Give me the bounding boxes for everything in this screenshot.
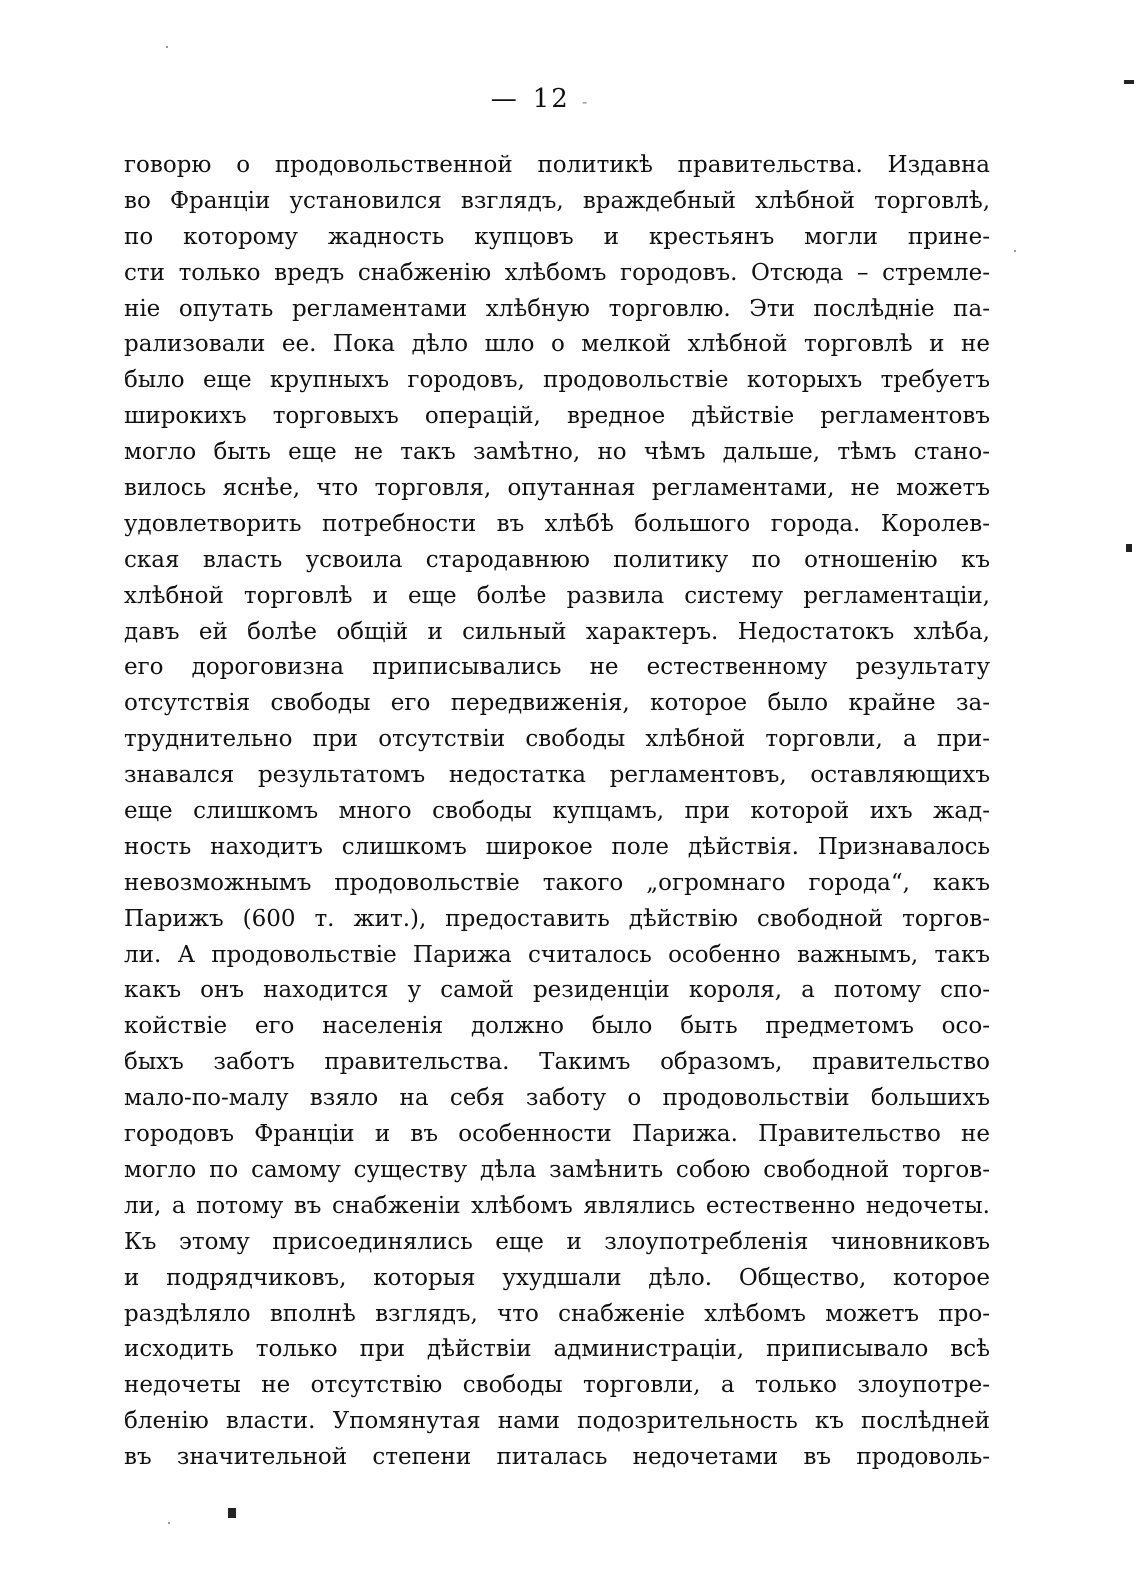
- page-number: 12: [532, 84, 570, 114]
- text-line: и подрядчиковъ, которыя ухудшали дѣло. Общество, которое: [124, 1264, 990, 1291]
- text-line: Парижъ (600 т. жит.), предоставить дѣйствію свободной торгов-: [124, 905, 990, 932]
- page-header: [0, 84, 1080, 114]
- text-line: ли. А продовольствіе Парижа считалось особенно важнымъ, такъ: [124, 941, 990, 968]
- text-line: въ значительной степени питалась недочетами въ продоволь-: [124, 1444, 990, 1471]
- text-line: знавался результатомъ недостатка регламентовъ, оставляющихъ: [124, 762, 990, 789]
- text-line: отсутствія свободы его передвиженія, которое было крайне за-: [124, 690, 990, 717]
- text-line: ская власть усвоила стародавнюю политику по отношенію къ: [124, 546, 990, 573]
- scan-speck: [1014, 250, 1016, 252]
- text-line: исходить только при дѣйствіи администраціи, приписывало всѣ: [124, 1336, 990, 1363]
- text-line: сти только вредъ снабженію хлѣбомъ городовъ. Отсюда – стремле-: [124, 259, 990, 286]
- text-line: мало-по-малу взяло на себя заботу о продовольствіи большихъ: [124, 1085, 990, 1112]
- text-line: раздѣляло вполнѣ взглядъ, что снабженіе хлѣбомъ можетъ про-: [124, 1300, 990, 1327]
- text-line: удовлетворить потребности въ хлѣбѣ большого города. Королев-: [124, 510, 990, 537]
- text-line: рализовали ее. Пока дѣло шло о мелкой хлѣбной торговлѣ и не: [124, 331, 990, 358]
- scan-mark-bottom: [228, 1508, 236, 1518]
- scan-speck: [168, 1522, 170, 1524]
- text-line: могло по самому существу дѣла замѣнить собою свободной торгов-: [124, 1156, 990, 1183]
- text-line: вилось яснѣе, что торговля, опутанная регламентами, не можетъ: [124, 475, 990, 502]
- text-line: ли, а потому въ снабженіи хлѣбомъ являлись естественно недочеты.: [124, 1192, 990, 1219]
- text-line: недочеты не отсутствію свободы торговли, а только злоупотре-: [124, 1372, 990, 1399]
- text-line: Къ этому присоединялись еще и злоупотребленія чиновниковъ: [124, 1228, 990, 1255]
- text-line: городовъ Франціи и въ особенности Парижа. Правительство не: [124, 1121, 990, 1148]
- text-line: бленію власти. Упомянутая нами подозрительность къ послѣдней: [124, 1408, 990, 1435]
- text-line: какъ онъ находится у самой резиденціи короля, а потому спо-: [124, 977, 990, 1004]
- text-line: могло быть еще не такъ замѣтно, но чѣмъ дальше, тѣмъ стано-: [124, 439, 990, 466]
- text-line: его дороговизна приписывались не естественному результату: [124, 654, 990, 681]
- text-line: было еще крупныхъ городовъ, продовольствіе которыхъ требуетъ: [124, 367, 990, 394]
- text-line: по которому жадность купцовъ и крестьянъ могли прине-: [124, 223, 990, 250]
- header-trailing-mark: -: [581, 92, 590, 111]
- text-line: невозможнымъ продовольствіе такого „огромнаго города“, какъ: [124, 869, 990, 896]
- text-line: койствіе его населенія должно было быть предметомъ осо-: [124, 1013, 990, 1040]
- text-line: хлѣбной торговлѣ и еще болѣе развила систему регламентаціи,: [124, 582, 990, 609]
- text-line: ность находитъ слишкомъ широкое поле дѣйствія. Признавалось: [124, 833, 990, 860]
- text-line: говорю о продовольственной политикѣ правительства. Издавна: [124, 152, 990, 178]
- text-line: ніе опутать регламентами хлѣбную торговлю. Эти послѣдніе па-: [124, 295, 990, 322]
- header-dash: —: [490, 84, 519, 114]
- text-line: во Франціи установился взглядъ, враждебный хлѣбной торговлѣ,: [124, 187, 990, 214]
- scan-speck: [166, 46, 168, 48]
- scan-mark-top-right: [1124, 80, 1134, 84]
- text-line: еще слишкомъ много свободы купцамъ, при которой ихъ жад-: [124, 798, 990, 825]
- text-line: быхъ заботъ правительства. Такимъ образомъ, правительство: [124, 1049, 990, 1076]
- text-line: давъ ей болѣе общій и сильный характеръ. Недостатокъ хлѣба,: [124, 618, 990, 645]
- scan-mark-right: [1126, 544, 1132, 552]
- text-line: широкихъ торговыхъ операцій, вредное дѣйствіе регламентовъ: [124, 403, 990, 430]
- text-line: труднительно при отсутствіи свободы хлѣбной торговли, а при-: [124, 726, 990, 753]
- body-text: [124, 148, 990, 1476]
